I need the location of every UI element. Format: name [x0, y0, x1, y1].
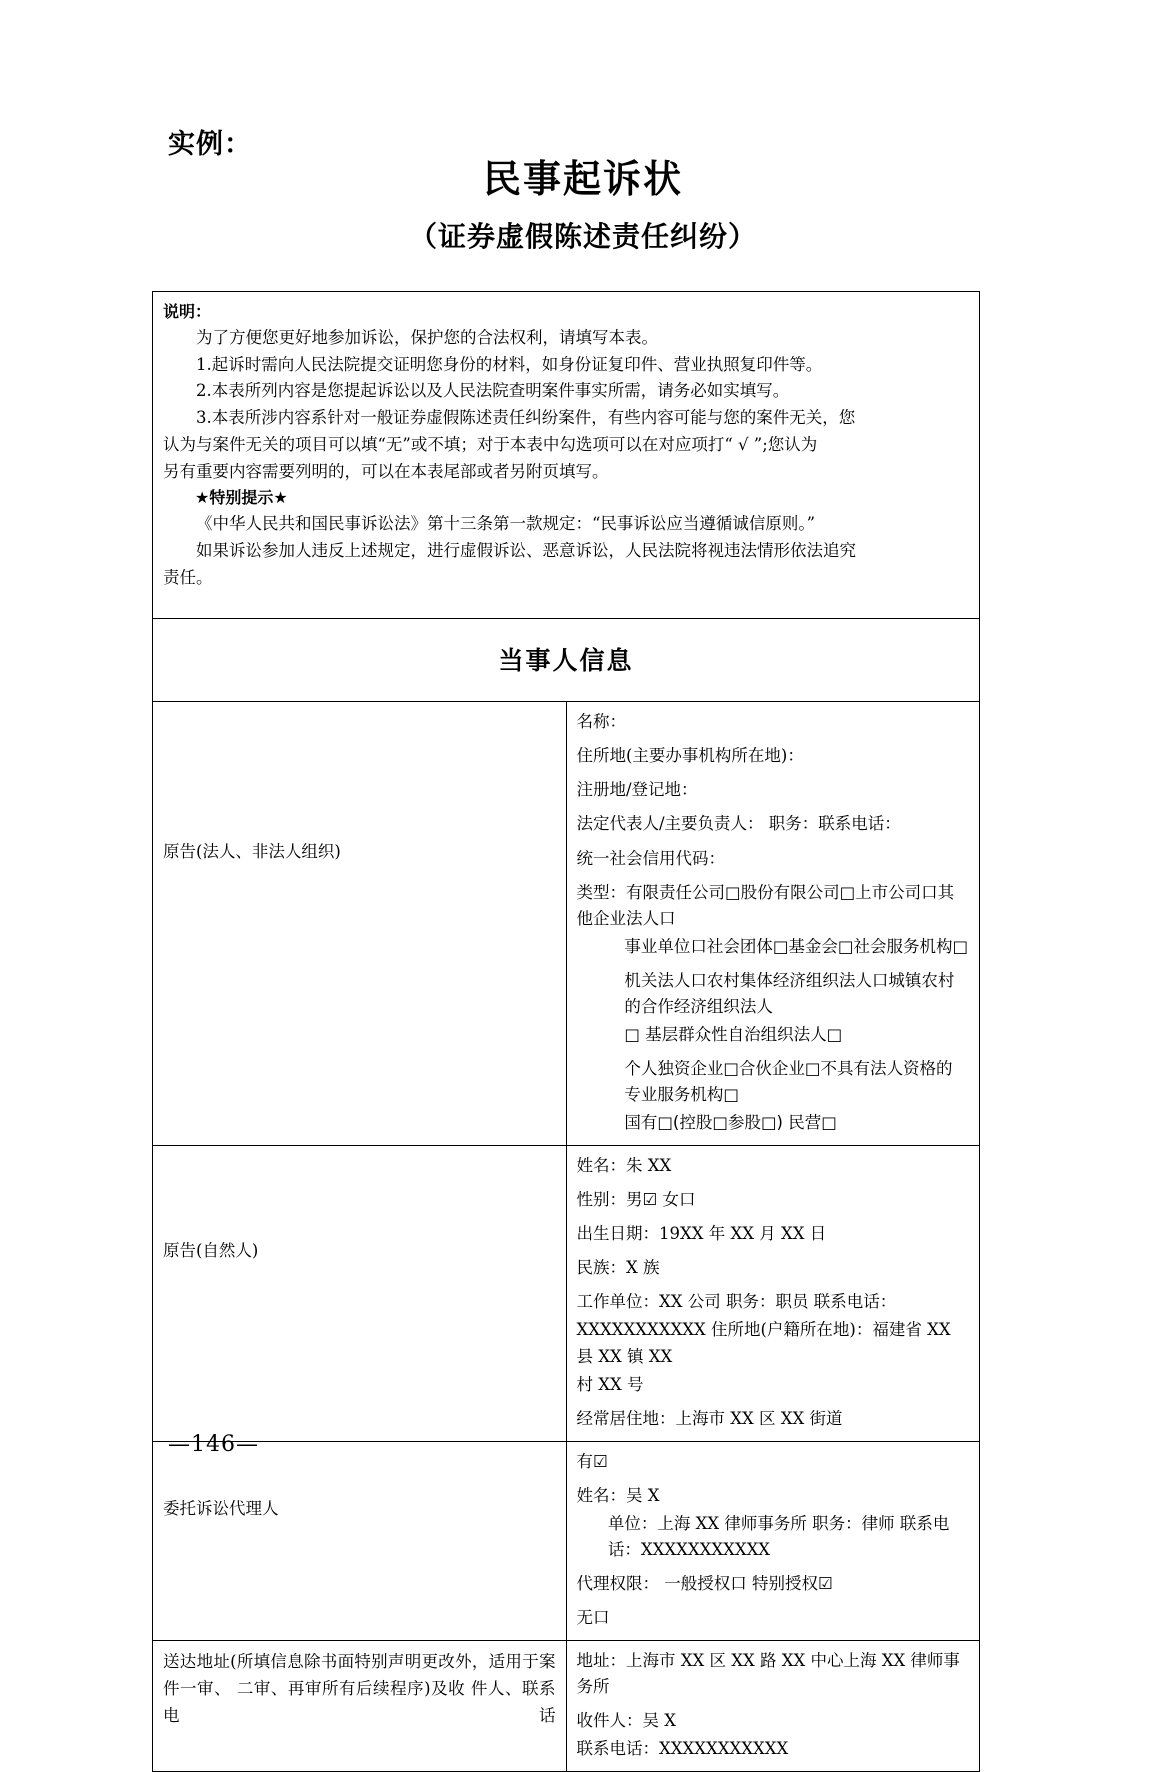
table-row-plaintiff-legal: [153, 702, 980, 1146]
page-subtitle: （证券虚假陈述责任纠纷）: [408, 220, 757, 253]
section-title-party-info: 当事人信息: [498, 646, 634, 676]
table-row-notes: [153, 292, 980, 619]
field-entity-type-line-2[interactable]: 事业单位口社会团体□基金会□社会服务机构□: [624, 936, 969, 956]
page-title: 民事起诉状: [482, 156, 683, 201]
plaintiff-legal-fields: [567, 702, 980, 1145]
field-agent-name: 姓名：吴 X: [576, 1485, 660, 1505]
field-entity-type-line-5[interactable]: 个人独资企业□合伙企业□不具有法人资格的专业服务机构□: [624, 1058, 953, 1105]
field-entity-type-line-4[interactable]: □ 基层群众性自治组织法人□: [624, 1024, 843, 1044]
field-person-work-line-3: 村 XX 号: [576, 1374, 644, 1394]
field-person-work-line-1: 工作单位：XX 公司 职务：职员 联系电话：: [576, 1292, 897, 1312]
field-person-work-line-2: XXXXXXXXXXX 住所地(户籍所在地)：福建省 XX 县 XX 镇 XX: [576, 1320, 951, 1366]
field-entity-credit-code: 统一社会信用代码：: [576, 848, 725, 868]
plaintiff-natural-fields: [567, 1146, 980, 1441]
special-tip-heading: ★特别提示★: [195, 488, 288, 508]
table-row-section-banner: [153, 619, 980, 702]
field-entity-name: 名称：: [576, 712, 626, 732]
field-agent-has[interactable]: 有☑: [576, 1451, 608, 1471]
instructions-item-2: 2.本表所列内容是您提起诉讼以及人民法院查明案件事实所需，请务必如实填写。: [196, 381, 790, 401]
row-label-plaintiff-natural: 原告(自然人): [163, 1240, 259, 1260]
field-service-recipient: 收件人：吴 X: [576, 1711, 676, 1731]
document-header: [0, 0, 1166, 253]
instructions-heading: 说明：: [163, 302, 212, 321]
instructions-block: [153, 292, 979, 618]
field-person-name: 姓名：朱 XX: [576, 1156, 672, 1176]
field-person-birthdate: 出生日期：19XX 年 XX 月 XX 日: [576, 1224, 827, 1244]
warning-line-2: 责任。: [163, 567, 213, 587]
field-person-gender[interactable]: 性别：男☑ 女口: [576, 1190, 696, 1210]
field-entity-legal-rep: 法定代表人/主要负责人： 职务：联系电话：: [576, 814, 901, 834]
example-label: 实例：: [168, 129, 252, 160]
field-agent-none[interactable]: 无口: [576, 1608, 610, 1628]
field-entity-type-line-1[interactable]: 类型：有限责任公司□股份有限公司□上市公司口其他企业法人口: [576, 882, 955, 928]
field-service-address: 地址：上海市 XX 区 XX 路 XX 中心上海 XX 律师事务所: [576, 1651, 960, 1697]
row-label-plaintiff-legal: 原告(法人、非法人组织): [163, 842, 341, 862]
instructions-item-1: 1.起诉时需向人民法院提交证明您身份的材料，如身份证复印件、营业执照复印件等。: [196, 354, 823, 374]
field-entity-type-line-3[interactable]: 机关法人口农村集体经济组织法人口城镇农村的合作经济组织法人: [624, 970, 955, 1016]
field-person-residence: 经常居住地：上海市 XX 区 XX 街道: [576, 1408, 843, 1428]
warning-line-1: 如果诉讼参加人违反上述规定，进行虚假诉讼、恶意诉讼，人民法院将视违法情形依法追究: [196, 540, 856, 560]
instructions-item-3-line-3: 另有重要内容需要列明的，可以在本表尾部或者另附页填写。: [163, 461, 609, 481]
instructions-intro: 为了方便您更好地参加诉讼，保护您的合法权利，请填写本表。: [196, 327, 658, 347]
field-service-phone: 联系电话：XXXXXXXXXXX: [576, 1739, 789, 1759]
field-person-ethnicity: 民族：X 族: [576, 1258, 660, 1278]
instructions-item-3-line-1: 3.本表所涉内容系针对一般证券虚假陈述责任纠纷案件，有些内容可能与您的案件无关，您: [196, 408, 856, 428]
table-row-agent: [153, 1441, 980, 1640]
page-number: —146—: [168, 1432, 259, 1457]
table-row-plaintiff-natural: [153, 1146, 980, 1442]
field-entity-domicile: 住所地(主要办事机构所在地)：: [576, 746, 804, 766]
field-agent-authority[interactable]: 代理权限： 一般授权口 特别授权☑: [576, 1573, 833, 1593]
law-quote: 《中华人民共和国民事诉讼法》第十三条第一款规定：“民事诉讼应当遵循诚信原则。”: [196, 514, 816, 534]
field-agent-unit: 单位：上海 XX 律师事务所 职务：律师 联系电话：XXXXXXXXXXX: [607, 1513, 950, 1559]
table-row-service-address: [153, 1641, 980, 1772]
notes-spacer: [163, 591, 969, 609]
row-label-service-address: 送达地址(所填信息除书面特别声明更改外，适用于案件一审、 二审、再审所有后续程序)及收 件人、联系电话: [163, 1652, 556, 1725]
service-address-fields: [567, 1641, 980, 1771]
field-entity-type-line-6[interactable]: 国有□(控股□参股□) 民营□: [624, 1113, 837, 1133]
instructions-item-3-line-2: 认为与案件无关的项目可以填“无”或不填；对于本表中勾选项可以在对应项打“ √ ”;您认为: [163, 434, 818, 454]
agent-fields: [567, 1442, 980, 1640]
party-information-form: [152, 291, 980, 1772]
row-label-agent: 委托诉讼代理人: [163, 1499, 279, 1519]
field-entity-registration: 注册地/登记地：: [576, 780, 698, 800]
